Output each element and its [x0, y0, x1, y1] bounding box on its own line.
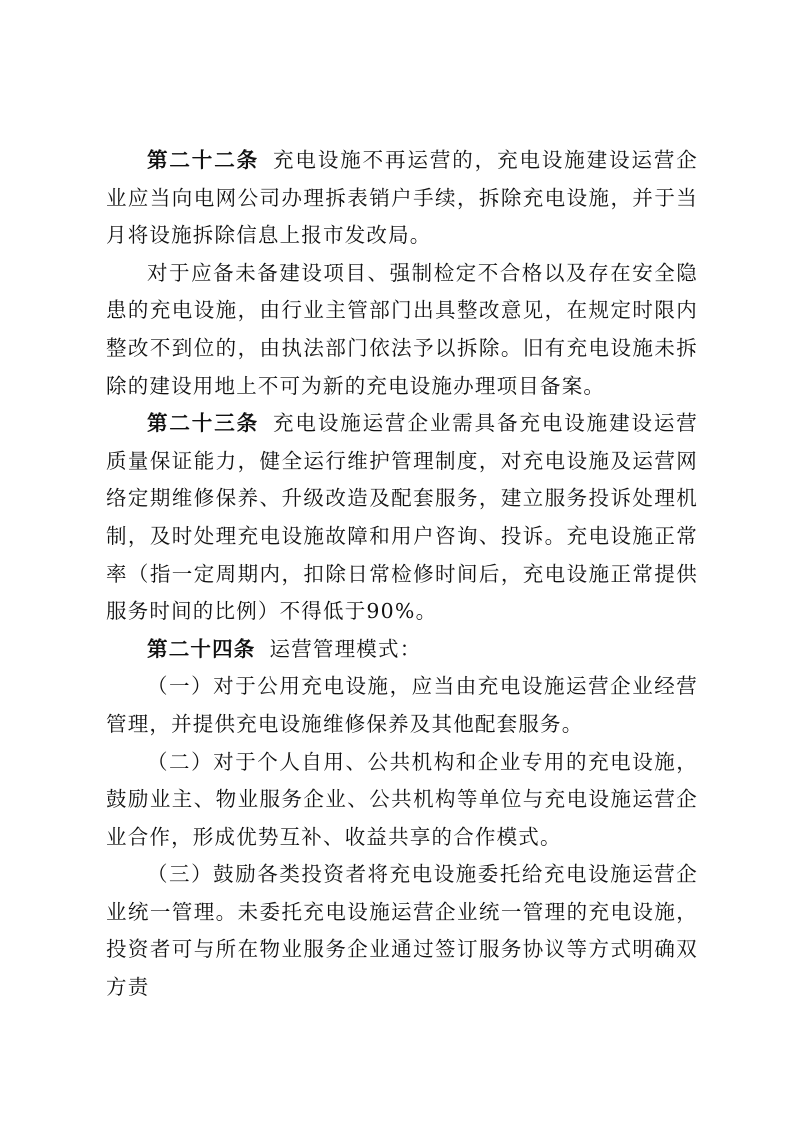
article-number: 第二十三条	[147, 411, 260, 436]
paragraph-text: （三）鼓励各类投资者将充电设施委托给充电设施运营企业统一管理。未委托充电设施运营企业统一管理的充电设施，投资者可与所在物业服务企业通过签订服务协议等方式明确双方责	[106, 862, 698, 1000]
paragraph-article-24	[106, 631, 698, 669]
paragraph-text: （二）对于个人自用、公共机构和企业专用的充电设施，鼓励业主、物业服务企业、公共机构等单位与充电设施运营企业合作，形成优势互补、收益共享的合作模式。	[106, 749, 698, 849]
paragraph-article-22	[106, 142, 698, 255]
paragraph-text: 充电设施运营企业需具备充电设施建设运营质量保证能力，健全运行维护管理制度，对充电设施及运营网络定期维修保养、升级改造及配套服务，建立服务投诉处理机制，及时处理充电设施故障和用户咨询、投诉。充电设施正常率（指一定周期内，扣除日常检修时间后，充电设施正常提供服务时间的比例）不得低于90%。	[106, 411, 698, 624]
paragraph-text: （一）对于公用充电设施，应当由充电设施运营企业经营管理，并提供充电设施维修保养及其他配套服务。	[106, 674, 698, 736]
article-number: 第二十四条	[147, 636, 256, 661]
paragraph-item-1	[106, 668, 698, 743]
paragraph-item-2	[106, 744, 698, 857]
paragraph-text: 充电设施不再运营的，充电设施建设运营企业应当向电网公司办理拆表销户手续，拆除充电设施，并于当月将设施拆除信息上报市发改局。	[106, 148, 698, 248]
paragraph-text: 运营管理模式：	[269, 636, 422, 661]
paragraph-item-3	[106, 856, 698, 1006]
paragraph-article-23	[106, 405, 698, 631]
paragraph-rectification	[106, 255, 698, 405]
article-number: 第二十二条	[147, 148, 260, 172]
paragraph-text: 对于应备未备建设项目、强制检定不合格以及存在安全隐患的充电设施，由行业主管部门出具整改意见，在规定时限内整改不到位的，由执法部门依法予以拆除。旧有充电设施未拆除的建设用地上不可为新的充电设施办理项目备案。	[106, 260, 698, 398]
